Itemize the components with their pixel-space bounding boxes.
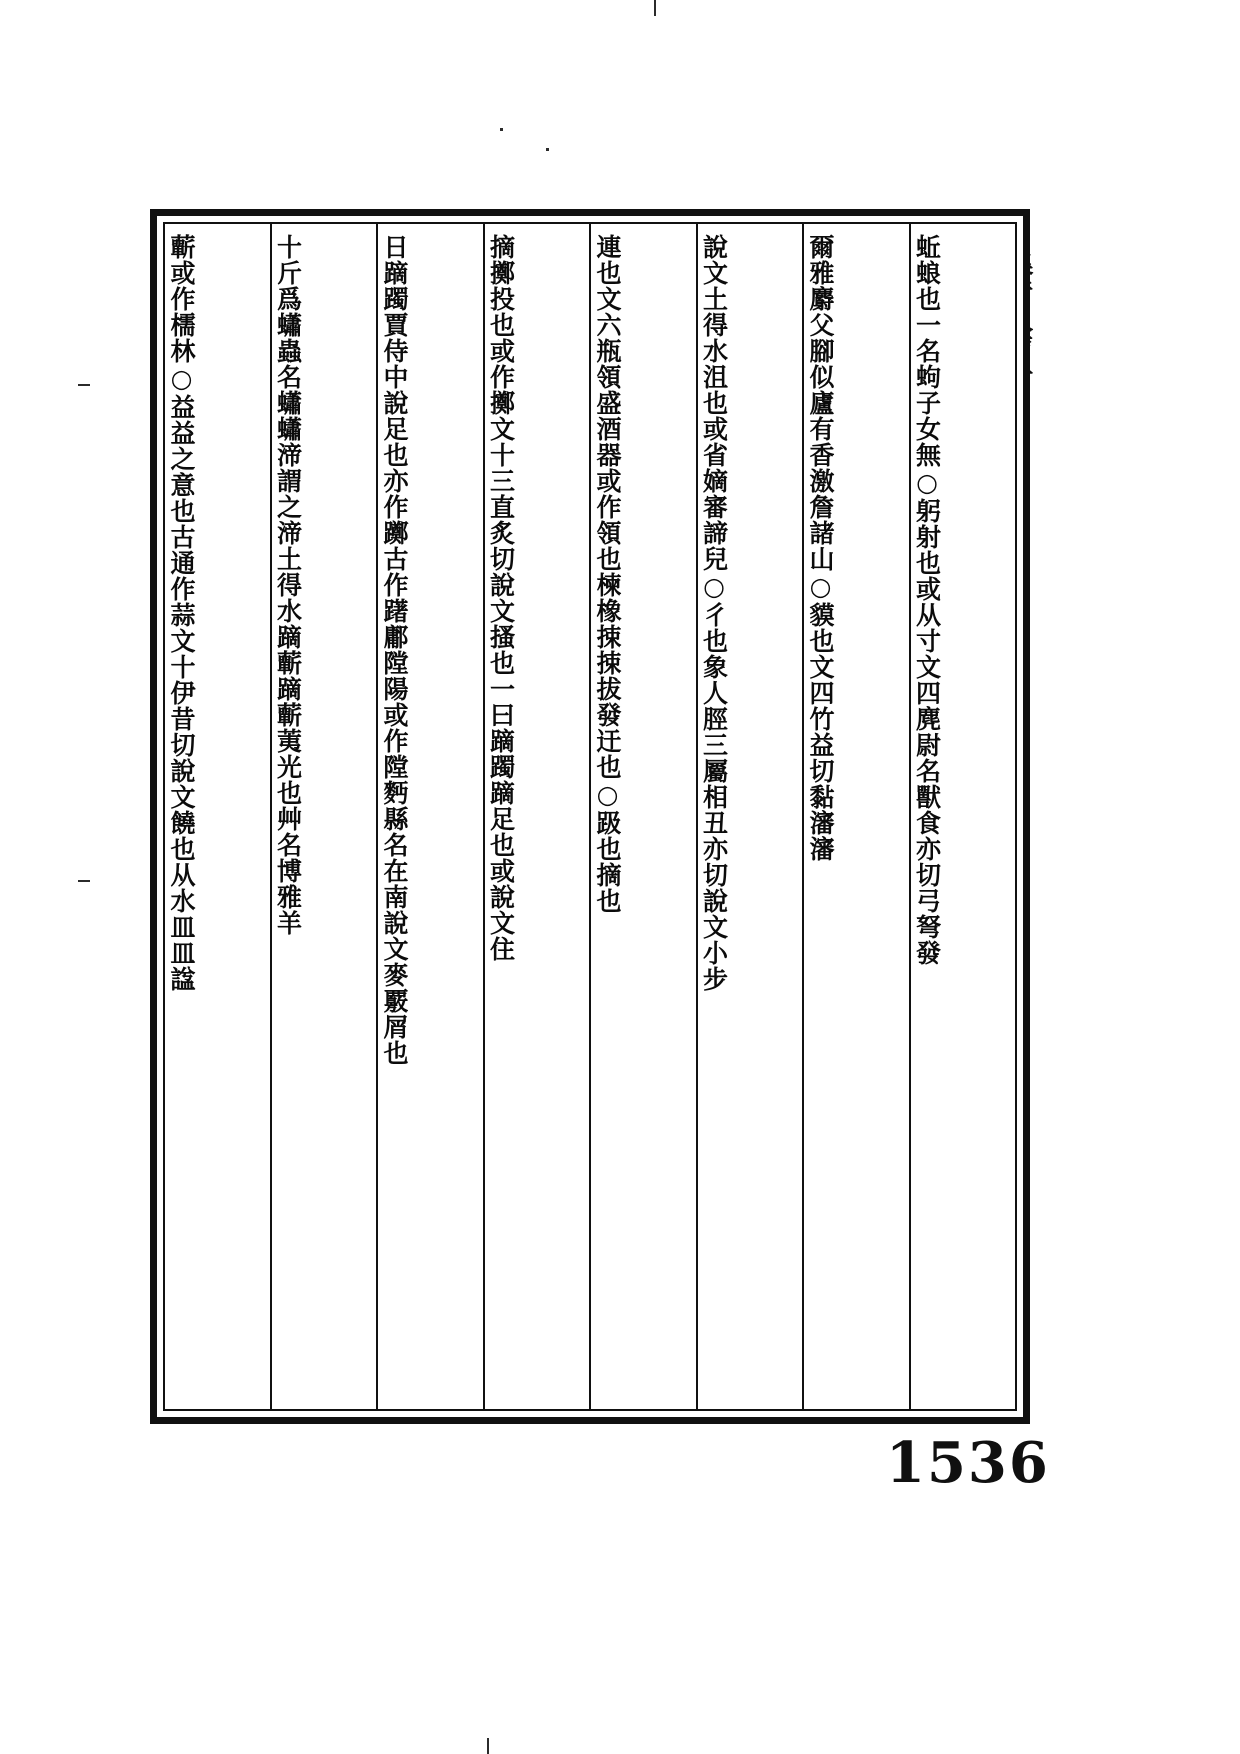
text-column-4 xyxy=(589,224,696,1409)
text-column-1 xyxy=(909,224,1016,1409)
crop-mark-top xyxy=(654,0,656,16)
column-text: 說文土得水沮也或省嫡審諦兒○彳也象人脛三屬相丑亦切說文小步 xyxy=(699,234,729,992)
crop-mark-bottom xyxy=(487,1738,489,1754)
column-text: 十斤爲蠨蟲名蠨蠨渧謂之渧土得水蹢蘄蹢蘄荑光也艸名博雅羊 xyxy=(273,234,303,936)
registration-dot-a xyxy=(500,128,503,131)
text-block xyxy=(163,222,1017,1411)
text-column-6 xyxy=(376,224,483,1409)
column-text: 連也文六瓶領盛酒器或作領也楝橡捒捒拔發迀也○趿也摘也 xyxy=(593,234,622,914)
crop-mark-left-upper xyxy=(78,384,90,386)
text-column-8 xyxy=(165,224,270,1409)
text-column-2 xyxy=(802,224,909,1409)
registration-dot-b xyxy=(546,148,549,151)
column-text: 蘄或作檽林○益益之意也古通作蒜文十伊昔切說文饒也从水皿皿諡 xyxy=(167,234,196,992)
page-number: 1536 xyxy=(886,1430,1050,1496)
column-text: 摘擲投也或作擲文十三直炙切說文搔也一曰蹢躅蹢足也或說文住 xyxy=(486,234,516,962)
crop-mark-left-lower xyxy=(78,880,90,882)
text-column-5 xyxy=(483,224,590,1409)
text-column-7 xyxy=(270,224,377,1409)
text-column-3 xyxy=(696,224,803,1409)
column-text: 蚯蜋也一名蚼子女無○躬射也或从寸文四麂尉名獸食亦切弓弩發 xyxy=(912,234,942,966)
column-text: 日蹢躅賈侍中說足也亦作躑古作躇鄘隚陽或作隚麪縣名在南說文麥覈屑也 xyxy=(380,234,409,1066)
page-frame xyxy=(150,209,1030,1424)
column-text: 爾雅麝父腳似廬有香激詹諸山○貘也文四竹益切黏瀋瀋 xyxy=(806,234,835,862)
